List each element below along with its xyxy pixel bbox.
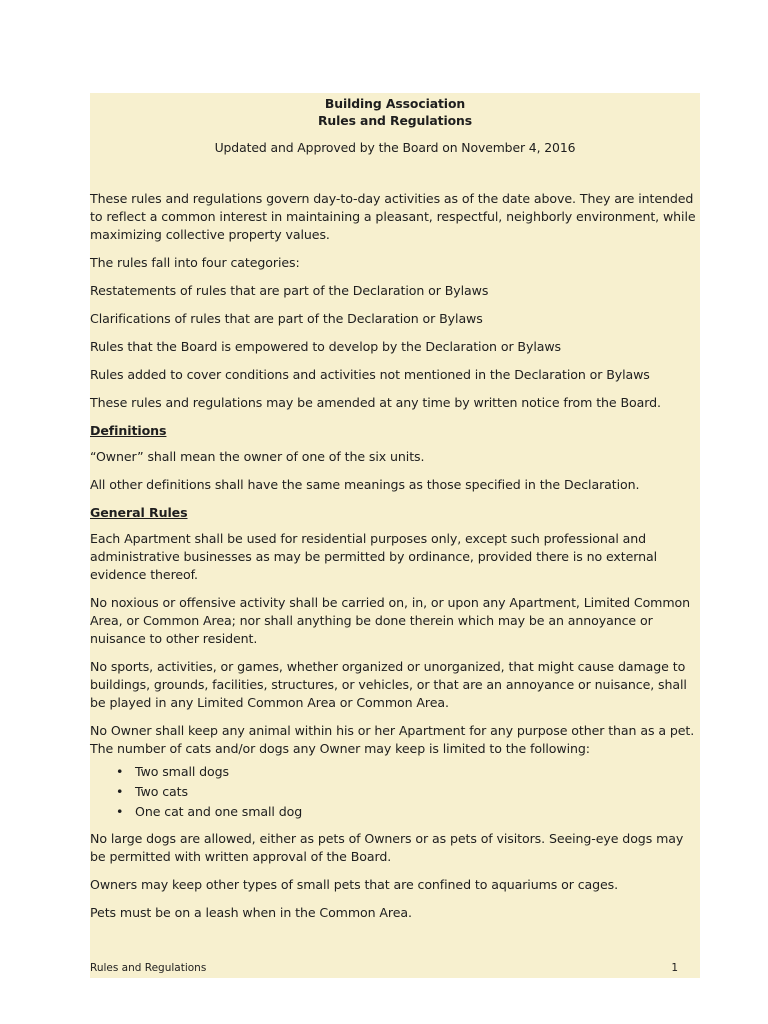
definition-item: “Owner” shall mean the owner of one of the six units. (90, 449, 425, 464)
rule-paragraph: No Owner shall keep any animal within his or her Apartment for any purpose other than as a pet. The number of cats and/or dogs any Owner may keep is limited to the following: (90, 723, 695, 756)
title-line-1: Building Association (324, 96, 466, 111)
document-body (90, 93, 700, 932)
document-subtitle: Updated and Approved by the Board on November 4, 2016 (214, 140, 576, 155)
document-title (90, 95, 700, 129)
rule-paragraph: No noxious or offensive activity shall be carried on, in, or upon any Apartment, Limited Common Area, or Common Area; nor shall anything be done therein which may be an annoyance or nuisance to other resident. (90, 595, 690, 646)
intro-paragraph: These rules and regulations govern day-to-day activities as of the date above. They are intended to reflect a common interest in maintaining a pleasant, respectful, neighborly environment, while maximizing collective property values. (90, 191, 696, 242)
list-item: • Two cats (135, 782, 700, 802)
category-item: Rules that the Board is empowered to develop by the Declaration or Bylaws (90, 339, 561, 354)
document-page (90, 93, 700, 978)
category-item: Clarifications of rules that are part of the Declaration or Bylaws (90, 311, 483, 326)
general-rules-heading: General Rules (90, 505, 188, 520)
rule-paragraph: Owners may keep other types of small pets that are confined to aquariums or cages. (90, 877, 619, 892)
footer-title: Rules and Regulations (90, 962, 207, 974)
amendment-paragraph: These rules and regulations may be amended at any time by written notice from the Board. (90, 395, 661, 410)
list-item: • One cat and one small dog (135, 802, 700, 822)
rule-paragraph: Pets must be on a leash when in the Common Area. (90, 905, 412, 920)
rule-paragraph: No sports, activities, or games, whether organized or unorganized, that might cause damage to buildings, grounds, facilities, structures, or vehicles, or that are an annoyance or nuisance, shall be played in any Limited Common Area or Common Area. (90, 659, 687, 710)
definition-item: All other definitions shall have the same meanings as those specified in the Declaration. (90, 477, 640, 492)
categories-intro: The rules fall into four categories: (90, 255, 300, 270)
rule-paragraph: No large dogs are allowed, either as pets of Owners or as pets of visitors. Seeing-eye dogs may be permitted with written approval of the Board. (90, 831, 684, 864)
rule-paragraph: Each Apartment shall be used for residential purposes only, except such professional and administrative businesses as may be permitted by ordinance, provided there is no external evidence thereof. (90, 531, 657, 582)
list-item: • Two small dogs (135, 762, 700, 782)
pet-options-list (90, 762, 700, 822)
definitions-heading: Definitions (90, 423, 167, 438)
page-number: 1 (671, 962, 678, 974)
title-line-2: Rules and Regulations (317, 113, 473, 128)
category-item: Rules added to cover conditions and activities not mentioned in the Declaration or Bylaws (90, 367, 650, 382)
category-item: Restatements of rules that are part of the Declaration or Bylaws (90, 283, 489, 298)
